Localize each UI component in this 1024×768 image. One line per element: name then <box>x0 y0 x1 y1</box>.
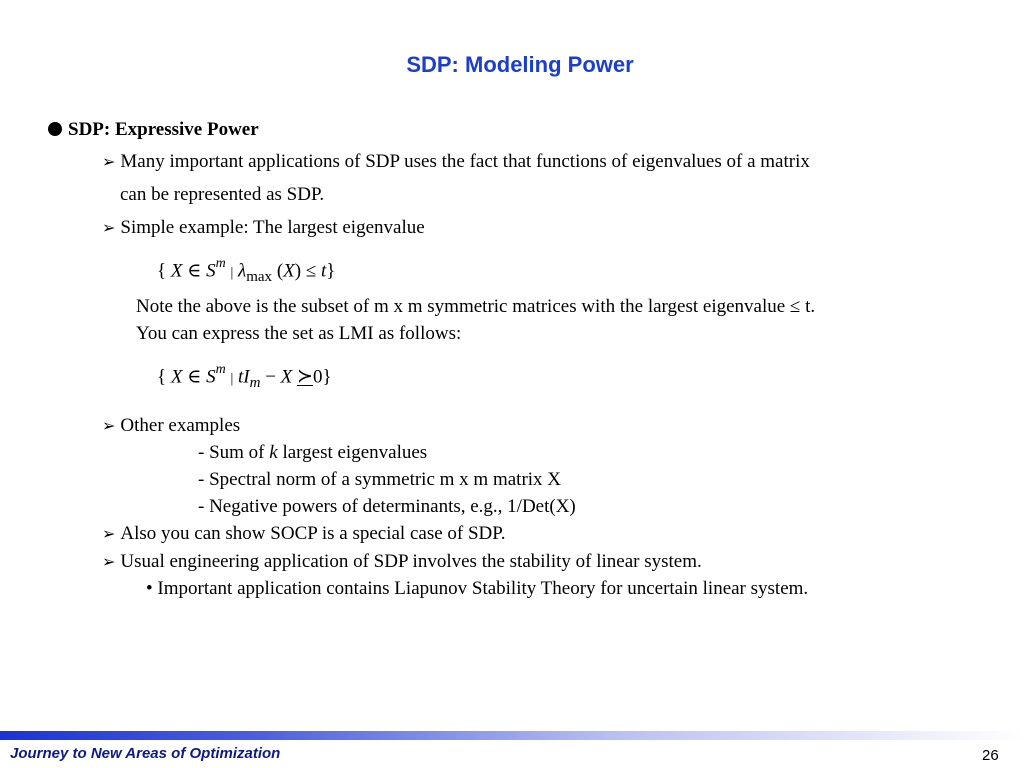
formula-var-t: t <box>321 260 327 282</box>
formula2-brace-open: { <box>157 366 167 388</box>
main-bullet <box>48 119 259 141</box>
sub-item-sum-suffix: largest eigenvalues <box>277 442 428 463</box>
formula-lmi <box>157 364 332 392</box>
arrow-bullet-icon: ➢ <box>102 526 116 543</box>
formula-largest-eigenvalue <box>157 258 335 286</box>
formula2-succeq-symbol <box>297 365 313 388</box>
item-socp <box>102 523 505 545</box>
sub-item-sum-prefix: - Sum of <box>198 442 270 463</box>
formula-in-symbol: ∈ <box>187 260 202 282</box>
formula2-sup-m: m <box>215 362 226 377</box>
formula2-var-t: t <box>238 366 244 388</box>
formula2-zero: 0 <box>312 366 323 388</box>
formula-var-x2: X <box>283 260 295 282</box>
arrow-bullet-icon: ➢ <box>102 220 116 237</box>
formula-var-x: X <box>170 260 183 282</box>
main-bullet-label: SDP: Expressive Power <box>68 119 259 140</box>
formula-bar: | <box>230 265 234 281</box>
formula2-succ: ≻ <box>297 366 313 388</box>
item-applications <box>102 151 810 173</box>
formula-brace-close: } <box>326 260 336 282</box>
item-engineering-text: Usual engineering application of SDP involves the stability of linear system. <box>120 551 702 572</box>
formula2-brace-close: } <box>322 366 332 388</box>
formula2-var-s: S <box>206 366 216 388</box>
item-applications-cont: can be represented as SDP. <box>120 184 325 205</box>
formula-var-s: S <box>206 260 216 282</box>
page-number: 26 <box>982 747 999 764</box>
sub-item-sum-k <box>198 442 427 464</box>
note-line-1: Note the above is the subset of m x m symmetric matrices with the largest eigenvalue ≤ t. <box>136 296 816 317</box>
formula-paren-close: ) <box>294 260 302 282</box>
formula-leq: ≤ <box>305 260 317 282</box>
sub-item-spectral-norm: - Spectral norm of a symmetric m x m matrix X <box>198 469 562 490</box>
footer-title: Journey to New Areas of Optimization <box>10 745 281 762</box>
item-engineering <box>102 551 702 573</box>
footer-bar <box>0 731 1024 740</box>
sub-item-liapunov: • Important application contains Liapunov Stability Theory for uncertain linear system. <box>146 578 809 599</box>
item-simple-example <box>102 217 425 239</box>
note-line-2: You can express the set as LMI as follows: <box>136 323 462 344</box>
formula-sub-max: max <box>246 269 273 286</box>
arrow-bullet-icon: ➢ <box>102 554 116 571</box>
item-applications-text: Many important applications of SDP uses the fact that functions of eigenvalues of a matrix <box>120 151 810 172</box>
formula2-sub-m: m <box>249 375 261 392</box>
sub-item-negative-powers: - Negative powers of determinants, e.g., 1/Det(X) <box>198 496 576 517</box>
sub-item-k: k <box>269 442 278 463</box>
formula2-var-i: I <box>243 366 250 388</box>
arrow-bullet-icon: ➢ <box>102 154 116 171</box>
formula2-var-x2: X <box>280 366 293 388</box>
formula-brace-open: { <box>157 260 167 282</box>
formula2-bar: | <box>230 371 234 387</box>
formula2-var-x: X <box>170 366 183 388</box>
formula2-in-symbol: ∈ <box>187 366 202 388</box>
item-other-examples <box>102 415 240 437</box>
item-simple-example-text: Simple example: The largest eigenvalue <box>120 217 425 238</box>
slide-title: SDP: Modeling Power <box>406 52 634 77</box>
bullet-dot-icon <box>48 122 62 136</box>
item-socp-text: Also you can show SOCP is a special case of SDP. <box>120 523 506 544</box>
formula-sup-m: m <box>215 256 226 271</box>
formula-lambda: λ <box>238 260 247 282</box>
arrow-bullet-icon: ➢ <box>102 418 116 435</box>
formula-paren-open: ( <box>276 260 284 282</box>
item-other-examples-text: Other examples <box>120 415 241 436</box>
formula2-minus: − <box>265 366 276 388</box>
